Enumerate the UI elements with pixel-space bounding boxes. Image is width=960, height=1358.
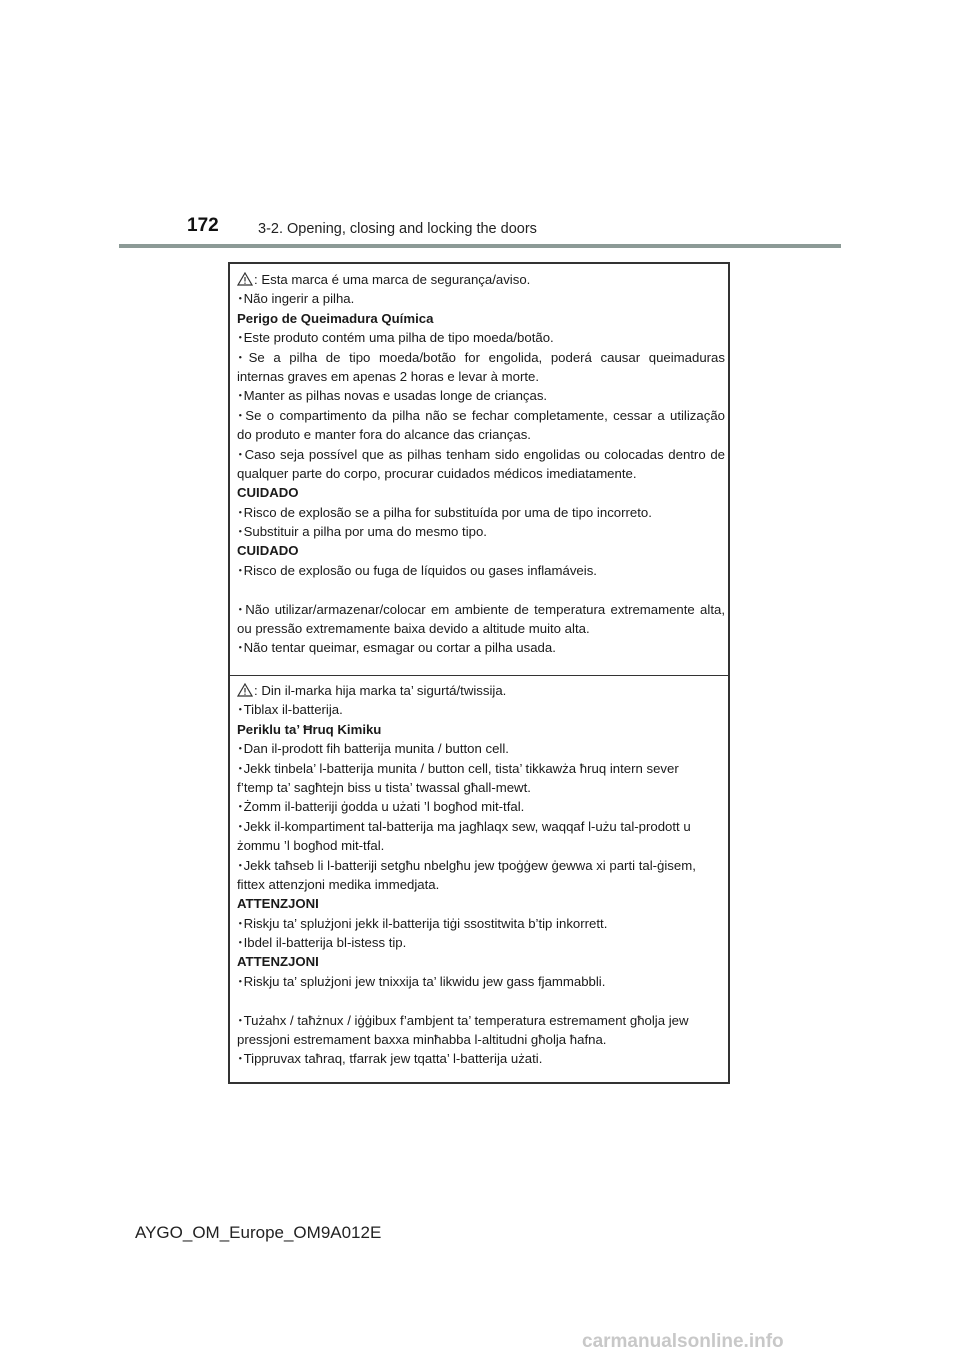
warning-line: ･Risco de explosão se a pilha for substituída por uma de tipo incorreto. xyxy=(237,504,652,520)
warning-line: ･Se a pilha de tipo moeda/botão for engolida, poderá causar queimaduras xyxy=(237,349,725,365)
warning-line: f’temp ta’ sagħtejn biss u tista’ twassal għall-mewt. xyxy=(237,779,531,795)
warning-triangle-icon xyxy=(237,683,253,697)
warning-line: żommu ’l bogħod mit-tfal. xyxy=(237,838,385,854)
warning-line: ･Riskju ta’ splużjoni jew tnixxija ta’ likwidu jew gass fjammabbli. xyxy=(237,973,606,989)
warning-line: internas graves em apenas 2 horas e levar à morte. xyxy=(237,368,540,384)
warning-triangle-icon xyxy=(237,272,253,286)
warning-line: ･Não ingerir a pilha. xyxy=(237,291,355,307)
warning-line: ･Este produto contém uma pilha de tipo moeda/botão. xyxy=(237,330,554,346)
warning-line: ･Substituir a pilha por uma do mesmo tipo. xyxy=(237,524,487,540)
header-rule xyxy=(119,244,841,248)
warning-line: ･Żomm il-batteriji ġodda u użati ’l bogħod mit-tfal. xyxy=(237,799,525,815)
warning-intro-line xyxy=(237,681,725,700)
warning-line: ･Caso seja possível que as pilhas tenham sido engolidas ou colocadas dentro de xyxy=(237,446,725,462)
warning-heading: CUIDADO xyxy=(237,485,299,501)
warning-line: ･Tużahx / taħżnux / iġġibux f’ambjent ta’ temperatura estremament għolja jew xyxy=(237,1012,689,1028)
warning-line: ･Ibdel il-batterija bl-istess tip. xyxy=(237,935,407,951)
warning-line: ･Se o compartimento da pilha não se fechar completamente, cessar a utilização xyxy=(237,407,725,423)
warning-line: do produto e manter fora do alcance das crianças. xyxy=(237,427,531,443)
warning-line: ･Tippruvax taħraq, tfarrak jew tqatta’ l-batterija użati. xyxy=(237,1051,543,1067)
warning-line: pressjoni estremament baxxa minħabba l-altitudni għolja ħafna. xyxy=(237,1032,607,1048)
watermark: carmanualsonline.info xyxy=(582,1331,784,1352)
warning-line: ･Dan il-prodott fih batterija munita / button cell. xyxy=(237,741,509,757)
blank-line xyxy=(237,991,725,1010)
warning-line: ･Riskju ta’ splużjoni jekk il-batterija tiġi ssostitwita b’tip inkorrett. xyxy=(237,915,608,931)
warning-line: ･Tiblax il-batterija. xyxy=(237,702,343,718)
warning-heading: CUIDADO xyxy=(237,543,299,559)
warning-line: ･Não tentar queimar, esmagar ou cortar a pilha usada. xyxy=(237,640,556,656)
warning-line: qualquer parte do corpo, procurar cuidados médicos imediatamente. xyxy=(237,465,637,481)
warning-box xyxy=(228,262,730,1084)
warning-heading: ATTENZJONI xyxy=(237,896,319,912)
footer-doc-code: AYGO_OM_Europe_OM9A012E xyxy=(135,1223,382,1242)
blank-line xyxy=(237,580,725,599)
warning-line: ou pressão extremamente baixa devido a altitude muito alta. xyxy=(237,621,590,637)
warning-intro-text: : Din il-marka hija marka ta’ sigurtá/twissija. xyxy=(254,683,507,698)
box-divider xyxy=(230,675,728,676)
warning-line: ･Jekk tinbela’ l-batterija munita / button cell, tista’ tikkawża ħruq intern sever xyxy=(237,760,679,776)
page-number: 172 xyxy=(187,215,219,236)
warning-line: ･Jekk taħseb li l-batteriji setgħu nbelgħu jew tpoġġew ġewwa xi parti tal-ġisem, xyxy=(237,857,696,873)
warning-heading: ATTENZJONI xyxy=(237,954,319,970)
warning-heading: Perigo de Queimadura Química xyxy=(237,310,434,326)
warning-line: ･Risco de explosão ou fuga de líquidos ou gases inflamáveis. xyxy=(237,562,597,578)
section-title: 3-2. Opening, closing and locking the doors xyxy=(258,221,537,237)
warning-line: ･Manter as pilhas novas e usadas longe de crianças. xyxy=(237,388,548,404)
maltese-warning-block xyxy=(237,681,725,1069)
warning-line: ･Não utilizar/armazenar/colocar em ambiente de temperatura extremamente alta, xyxy=(237,601,725,617)
portuguese-warning-block xyxy=(237,270,725,658)
warning-intro-line xyxy=(237,270,725,289)
warning-line: fittex attenzjoni medika immedjata. xyxy=(237,876,440,892)
warning-heading: Periklu ta’ Ħruq Kimiku xyxy=(237,721,382,737)
warning-line: ･Jekk il-kompartiment tal-batterija ma jagħlaqx sew, waqqaf l-użu tal-prodott u xyxy=(237,818,691,834)
warning-intro-text: : Esta marca é uma marca de segurança/aviso. xyxy=(254,272,531,287)
